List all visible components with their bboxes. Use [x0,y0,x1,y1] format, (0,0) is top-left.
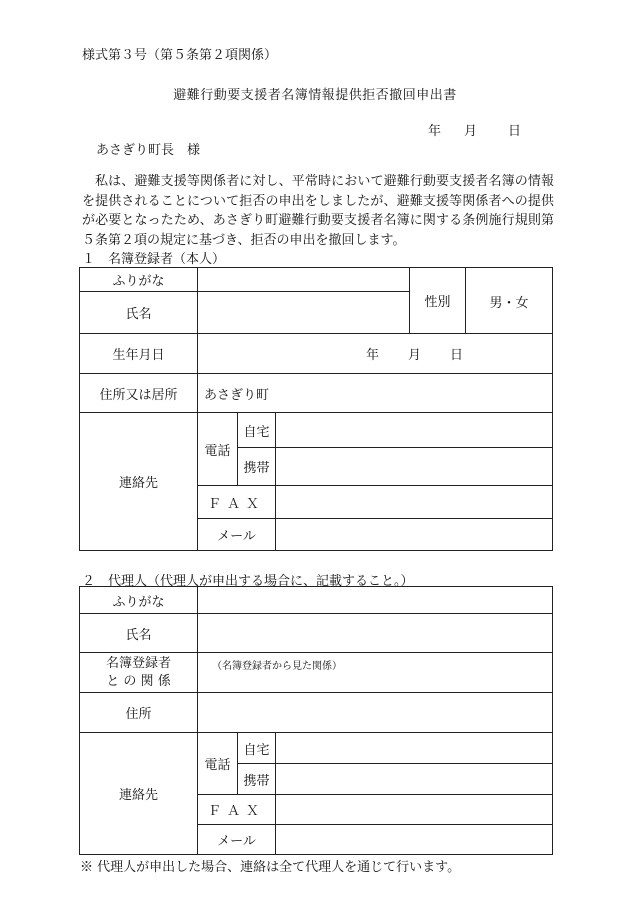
registrant-furigana-field[interactable] [198,268,410,292]
section2-heading: ２ 代理人（代理人が申出する場合に、記載すること。） [82,574,414,589]
proxy-mobile-label: 携帯 [238,764,276,795]
registrant-birthdate-label: 生年月日 [80,334,198,374]
proxy-relation-note: （名簿登録者から見た関係） [212,661,342,672]
birthdate-day-label: 日 [450,348,464,363]
registrant-address-label: 住所又は居所 [80,374,198,413]
registrant-mobile-label: 携帯 [238,448,276,486]
registrant-fax-label: ＦＡＸ [198,486,276,519]
registrant-email-field[interactable] [276,519,553,551]
birthdate-month-label: 月 [408,348,422,363]
proxy-fax-field[interactable] [276,795,553,825]
registrant-fax-field[interactable] [276,486,553,519]
proxy-relation-label-line1: 名簿登録者 [105,655,171,671]
date-year-label: 年 [428,124,442,139]
proxy-address-field[interactable] [198,693,553,733]
proxy-relation-label-line2: と の 関 係 [106,673,171,689]
registrant-name-label: 氏名 [80,292,198,334]
footnote: ※ 代理人が申出した場合、連絡は全て代理人を通じて行います。 [80,860,461,875]
proxy-contact-label: 連絡先 [80,733,198,855]
proxy-email-field[interactable] [276,825,553,855]
section1-heading: １ 名簿登録者（本人） [82,252,226,267]
registrant-address-field[interactable]: あさぎり町 [198,374,553,413]
form-number: 様式第３号（第５条第２項関係） [82,48,278,63]
proxy-furigana-label: ふりがな [80,587,198,614]
proxy-fax-label: ＦＡＸ [198,795,276,825]
proxy-name-label: 氏名 [80,614,198,653]
proxy-home-label: 自宅 [238,733,276,764]
proxy-mobile-phone-field[interactable] [276,764,553,795]
registrant-furigana-label: ふりがな [80,268,198,292]
registrant-table [79,267,553,551]
registrant-gender-label: 性別 [410,268,466,334]
registrant-mobile-phone-field[interactable] [276,448,553,486]
registrant-name-field[interactable] [198,292,410,334]
proxy-table [79,586,553,855]
proxy-email-label: メール [198,825,276,855]
declaration-text: 私は、避難支援等関係者に対し、平常時において避難行動要支援者名簿の情報を提供されることについて拒否の申出をしましたが、避難支援等関係者への提供が必要となったため、あさぎり町避難行動要支援者名簿に関する条例施行規則第５条第２項の規定に基づき、拒否の申出を撤回します。 [82,174,554,248]
document-title: 避難行動要支援者名簿情報提供拒否撤回申出書 [173,88,457,103]
registrant-phone-label: 電話 [198,413,238,486]
addressee: あさぎり町長 様 [96,143,201,158]
registrant-email-label: メール [198,519,276,551]
date-day-label: 日 [508,124,522,139]
registrant-home-label: 自宅 [238,413,276,448]
date-month-label: 月 [464,124,478,139]
proxy-relation-field[interactable] [198,653,553,693]
date-line [428,120,521,139]
proxy-address-label: 住所 [80,693,198,733]
registrant-birthdate-field[interactable] [198,334,553,374]
registrant-gender-options[interactable]: 男・女 [466,268,553,334]
proxy-relation-label [80,653,198,693]
registrant-contact-label: 連絡先 [80,413,198,551]
proxy-home-phone-field[interactable] [276,733,553,764]
registrant-home-phone-field[interactable] [276,413,553,448]
proxy-furigana-field[interactable] [198,587,553,614]
birthdate-year-label: 年 [366,348,380,363]
proxy-name-field[interactable] [198,614,553,653]
proxy-phone-label: 電話 [198,733,238,795]
